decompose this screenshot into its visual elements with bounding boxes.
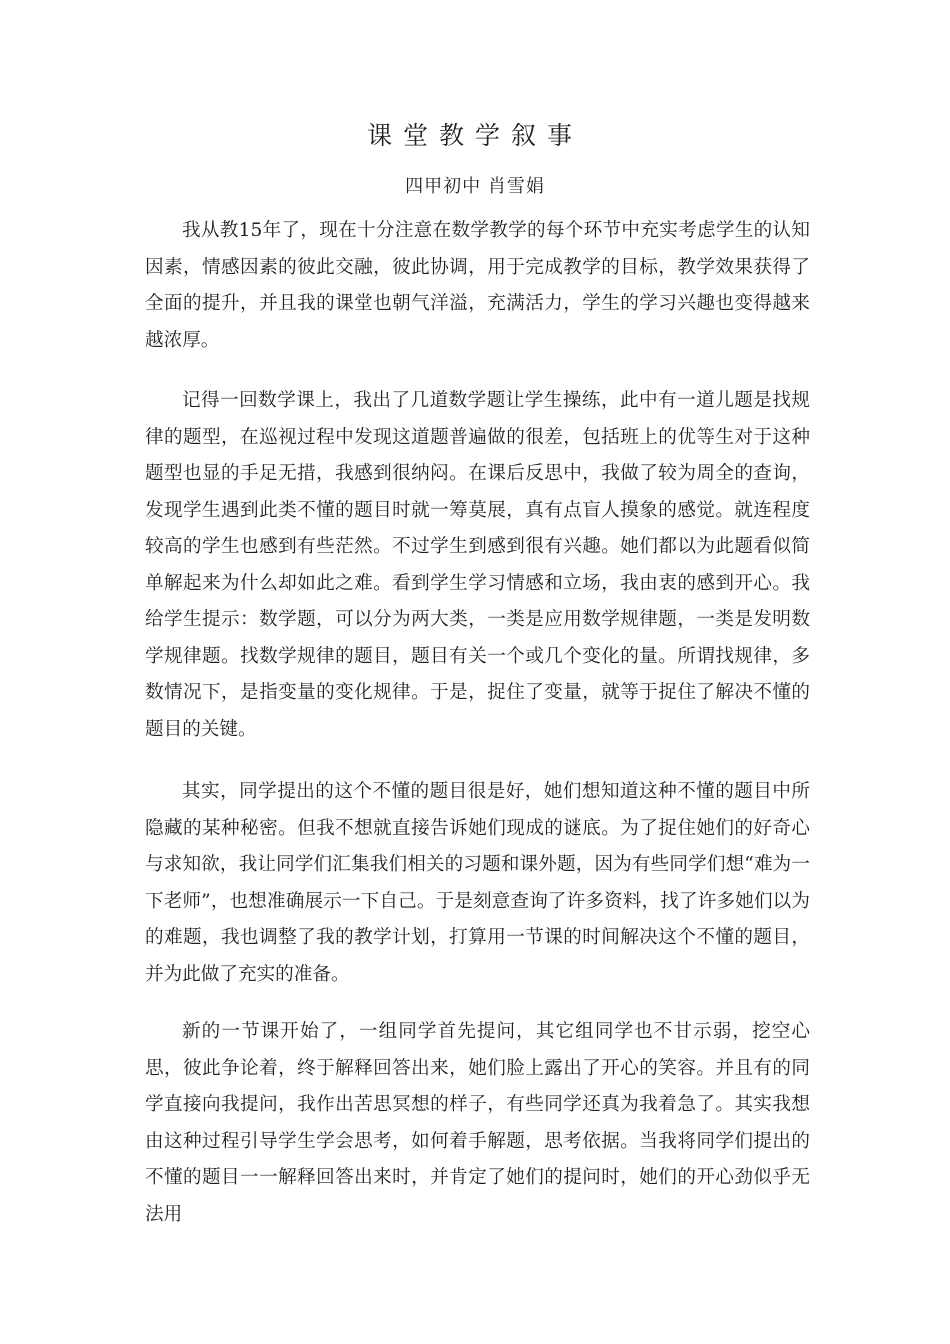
paragraph-student-questions: 其实，同学提出的这个不懂的题目很是好，她们想知道这种不懂的题目中所隐藏的某种秘密。但我不想就直接告诉她们现成的谜底。为了捉住她们的好奇心与求知欲，我让同学们汇集我们相关的习题和课外题，因为有些同学们想“难为一下老师”，也想准确展示一下自己。于是刻意查询了许多资料，找了许多她们以为的难题，我也调整了我的教学计划，打算用一节课的时间解决这个不懂的题目，并为此做了充实的准备。 <box>145 781 810 985</box>
paragraph-lesson-story: 记得一回数学课上，我出了几道数学题让学生操练，此中有一道儿题是找规律的题型，在巡视过程中发现这道题普遍做的很差，包括班上的优等生对于这种题型也显的手足无措，我感到很纳闷。在课后反思中，我做了较为周全的查询，发现学生遇到此类不懂的题目时就一筹莫展，真有点盲人摸象的感觉。就连程度较高的学生也感到有些茫然。不过学生到感到很有兴趣。她们都以为此题看似简单解起来为什么却如此之难。看到学生学习情感和立场，我由衷的感到开心。我给学生提示：数学题，可以分为两大类，一类是应用数学规律题，一类是发明数学规律题。找数学规律的题目，题目有关一个或几个变化的量。所谓找规律，多数情况下，是指变量的变化规律。于是，捉住了变量，就等于捉住了解决不懂的题目的关键。 <box>145 390 810 740</box>
paragraph-intro: 我从教15年了，现在十分注意在数学教学的每个环节中充实考虑学生的认知因素，情感因素的彼此交融，彼此协调，用于完成教学的目标，教学效果获得了全面的提升，并且我的课堂也朝气洋溢，充满活力，学生的学习兴趣也变得越来越浓厚。 <box>145 220 810 351</box>
author-line: 四甲初中 肖雪娟 <box>405 176 545 197</box>
paragraph-new-lesson: 新的一节课开始了，一组同学首先提问，其它组同学也不甘示弱，挖空心思，彼此争论着，终于解释回答出来，她们脸上露出了开心的笑容。并且有的同学直接向我提问，我作出苦思冥想的样子，有些同学还真为我着急了。其实我想由这种过程引导学生学会思考，如何着手解题，思考依据。当我将同学们提出的不懂的题目一一解释回答出来时，并肯定了她们的提问时，她们的开心劲似乎无法用 <box>145 1021 810 1225</box>
document-title: 课堂教学叙事 <box>366 121 583 150</box>
